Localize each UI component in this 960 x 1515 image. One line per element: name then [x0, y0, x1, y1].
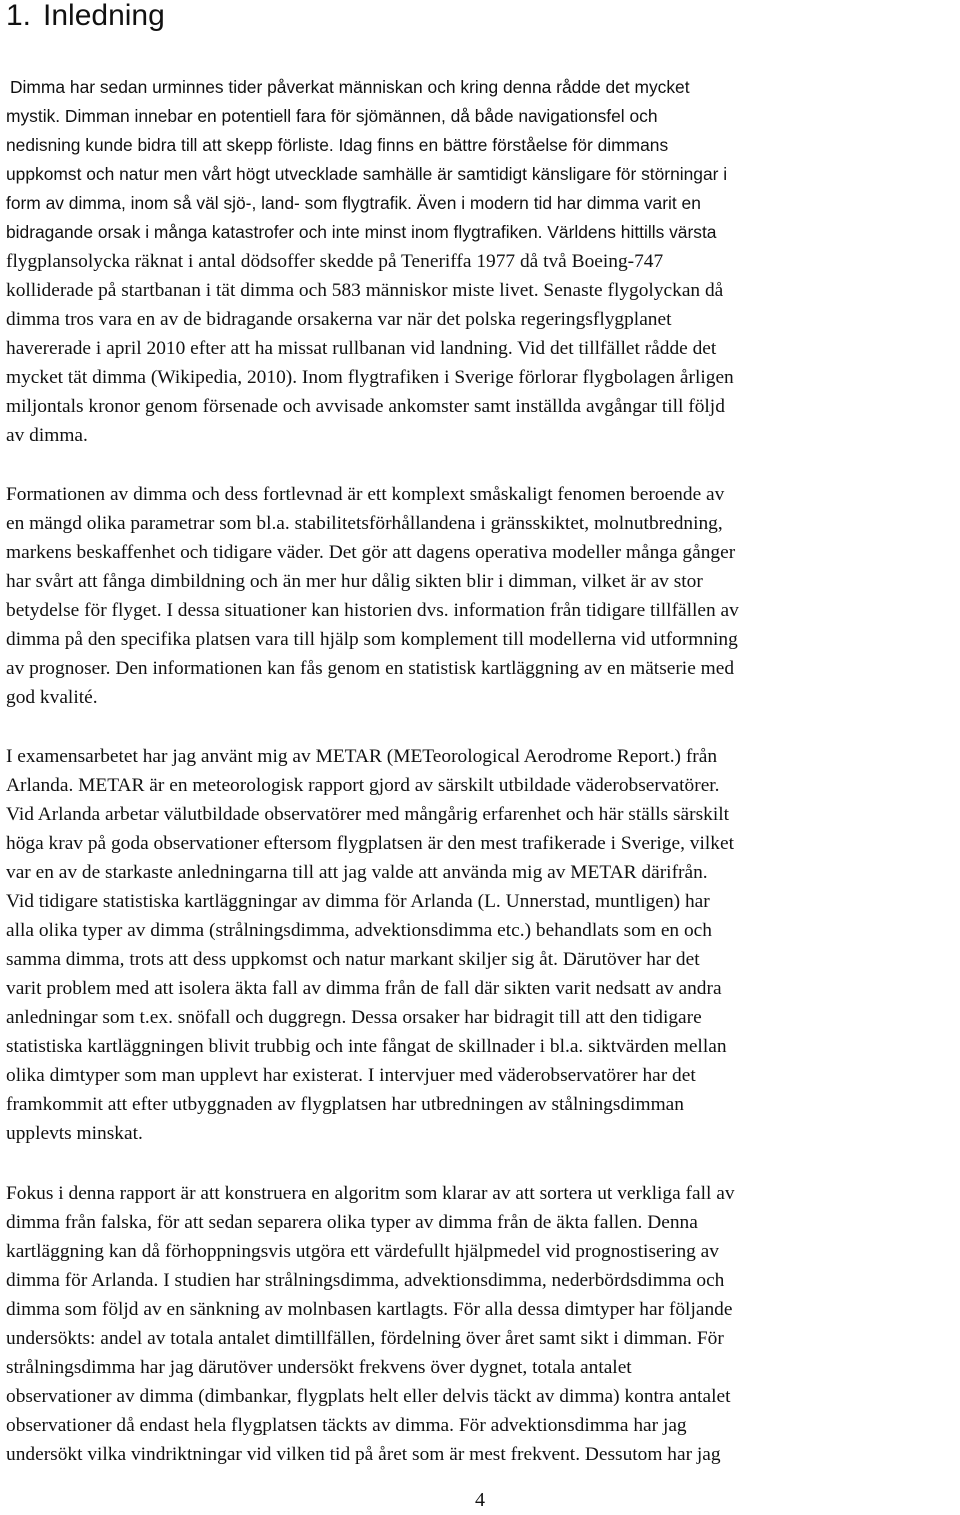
- text-line: kolliderade på startbanan i tät dimma och 583 människor miste livet. Senaste flygolyckan då: [6, 280, 724, 301]
- text-line: flygplansolycka räknat i antal dödsoffer skedde på Teneriffa 1977 då två Boeing-747: [6, 251, 664, 272]
- text-line: markens beskaffenhet och tidigare väder. Det gör att dagens operativa modeller många gånger: [6, 542, 736, 563]
- text-line: miljontals kronor genom försenade och avvisade ankomster samt inställda avgångar till följd: [6, 396, 725, 417]
- page-number: 4: [475, 1489, 485, 1511]
- text-line: av dimma.: [6, 425, 88, 446]
- text-line: olika dimtyper som man upplevt har existerat. I intervjuer med väderobservatörer har det: [6, 1065, 696, 1086]
- text-line: Arlanda. METAR är en meteorologisk rapport gjord av särskilt utbildade väderobservatörer.: [6, 775, 720, 796]
- text-line: mycket tät dimma (Wikipedia, 2010). Inom flygtrafiken i Sverige förlorar flygbolagen årligen: [6, 367, 734, 388]
- text-line: uppkomst och natur men vårt högt utvecklade samhälle är samtidigt känsligare för störningar i: [6, 164, 728, 184]
- text-line: dimma från falska, för att sedan separera olika typer av dimma från de äkta fallen. Denna: [6, 1212, 698, 1233]
- text-line: havererade i april 2010 efter att ha missat rullbanan vid landning. Vid det tillfället rådde det: [6, 338, 717, 359]
- section-heading: [6, 0, 165, 34]
- text-line: upplevts minskat.: [6, 1123, 143, 1144]
- text-line: dimma för Arlanda. I studien har strålningsdimma, advektionsdimma, nederbördsdimma och: [6, 1270, 725, 1291]
- paragraph-2: [6, 480, 958, 712]
- section-title: Inledning: [43, 0, 165, 32]
- text-line: dimma som följd av en sänkning av molnbasen kartlagts. För alla dessa dimtyper har följande: [6, 1299, 733, 1320]
- text-line: undersökt vilka vindriktningar vid vilken tid på året som är mest frekvent. Dessutom har jag: [6, 1444, 721, 1465]
- text-line: framkommit att efter utbyggnaden av flygplatsen har utbredningen av stålningsdimman: [6, 1094, 684, 1115]
- text-line: Vid Arlanda arbetar välutbildade observatörer med mångårig erfarenhet och här ställs särskilt: [6, 804, 730, 825]
- text-line: Dimma har sedan urminnes tider påverkat människan och kring denna rådde det mycket: [10, 77, 690, 97]
- text-line: I examensarbetet har jag använt mig av METAR (METeorological Aerodrome Report.) från: [6, 746, 718, 767]
- text-line: kartläggning kan då förhoppningsvis utgöra ett värdefullt hjälpmedel vid prognostisering av: [6, 1241, 719, 1262]
- text-line: nedisning kunde bidra till att skepp förliste. Idag finns en bättre förståelse för dimmans: [6, 135, 669, 155]
- text-line: har svårt att fånga dimbildning och än mer hur dålig sikten blir i dimman, vilket är av stor: [6, 571, 703, 592]
- text-line: av prognoser. Den informationen kan fås genom en statistisk kartläggning av en mätserie med: [6, 658, 735, 679]
- text-line: statistiska kartläggningen blivit trubbig och inte fångat de skillnader i bl.a. siktvärden mellan: [6, 1036, 727, 1057]
- text-line: observationer av dimma (dimbankar, flygplats helt eller delvis täckt av dimma) kontra antalet: [6, 1386, 731, 1407]
- text-line: strålningsdimma har jag därutöver undersökt frekvens över dygnet, totala antalet: [6, 1357, 632, 1378]
- text-line: mystik. Dimman innebar en potentiell fara för sjömännen, då både navigationsfel och: [6, 106, 658, 126]
- text-line: höga krav på goda observationer eftersom flygplatsen är den mest trafikerade i Sverige, vilket: [6, 833, 734, 854]
- text-line: undersökts: andel av totala antalet dimtillfällen, fördelning över året samt sikt i dimman. För: [6, 1328, 724, 1349]
- section-number: 1.: [6, 0, 32, 32]
- text-line: form av dimma, inom så väl sjö-, land- som flygtrafik. Även i modern tid har dimma varit en: [6, 193, 701, 213]
- text-line: Vid tidigare statistiska kartläggningar av dimma för Arlanda (L. Unnerstad, muntligen) har: [6, 891, 710, 912]
- text-line: en mängd olika parametrar som bl.a. stabilitetsförhållandena i gränsskiktet, molnutbredning,: [6, 513, 723, 534]
- paragraph-1: [6, 73, 958, 450]
- text-line: Fokus i denna rapport är att konstruera en algoritm som klarar av att sortera ut verkliga fall av: [6, 1183, 735, 1204]
- paragraph-3: [6, 742, 958, 1148]
- text-line: dimma på den specifika platsen vara till hjälp som komplement till modellerna vid utformning: [6, 629, 738, 650]
- text-line: god kvalité.: [6, 687, 98, 708]
- text-line: var en av de starkaste anledningarna till att jag valde att använda mig av METAR därifrån.: [6, 862, 708, 883]
- text-line: observationer då endast hela flygplatsen täckts av dimma. För advektionsdimma har jag: [6, 1415, 687, 1436]
- text-line: bidragande orsak i många katastrofer och inte minst inom flygtrafiken. Världens hittills värsta: [6, 222, 717, 242]
- text-line: dimma tros vara en av de bidragande orsakerna var när det polska regeringsflygplanet: [6, 309, 672, 330]
- text-line: samma dimma, trots att dess uppkomst och natur markant skiljer sig åt. Därutöver har det: [6, 949, 700, 970]
- text-line: alla olika typer av dimma (strålningsdimma, advektionsdimma etc.) behandlats som en och: [6, 920, 712, 941]
- text-line: Formationen av dimma och dess fortlevnad är ett komplext småskaligt fenomen beroende av: [6, 484, 725, 505]
- text-line: anledningar som t.ex. snöfall och duggregn. Dessa orsaker har bidragit till att den tidigare: [6, 1007, 702, 1028]
- paragraph-4: [6, 1179, 958, 1469]
- text-line: betydelse för flyget. I dessa situationer kan historien dvs. information från tidigare tillfällen av: [6, 600, 739, 621]
- text-line: varit problem med att isolera äkta fall av dimma från de fall där sikten varit nedsatt av andra: [6, 978, 722, 999]
